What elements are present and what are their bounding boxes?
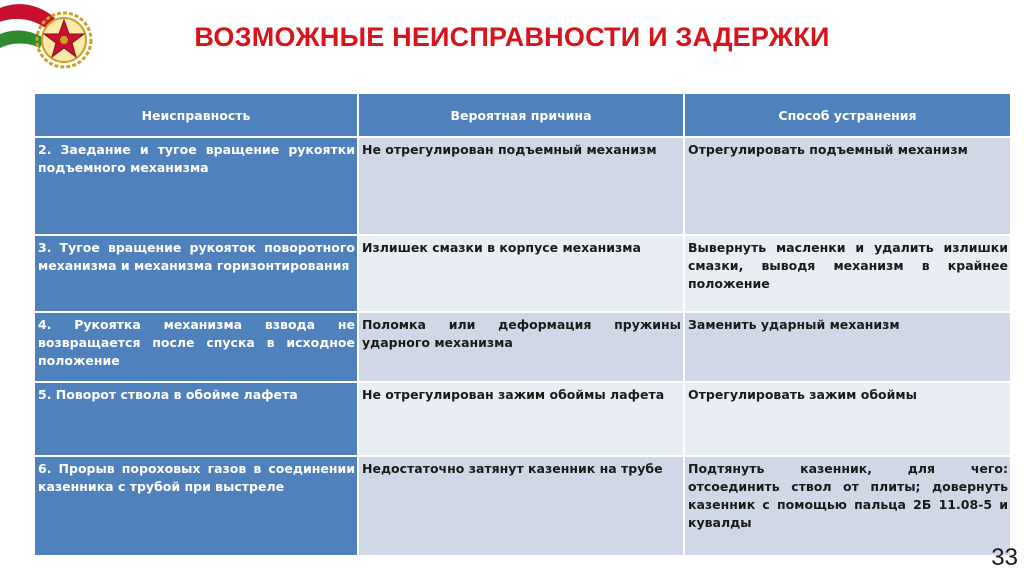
remedy-cell: Заменить ударный механизм xyxy=(684,312,1011,382)
header-fault: Неисправность xyxy=(34,93,358,137)
remedy-cell: Отрегулировать подъемный механизм xyxy=(684,137,1011,235)
page-number: 33 xyxy=(991,544,1018,571)
header-cause: Вероятная причина xyxy=(358,93,684,137)
table-header-row xyxy=(34,93,1011,137)
cause-cell: Поломка или деформация пружины ударного механизма xyxy=(358,312,684,382)
table-row xyxy=(34,312,1011,382)
table-row xyxy=(34,235,1011,312)
cause-cell: Не отрегулирован зажим обоймы лафета xyxy=(358,382,684,456)
table-row xyxy=(34,382,1011,456)
page-title: ВОЗМОЖНЫЕ НЕИСПРАВНОСТИ И ЗАДЕРЖКИ xyxy=(194,22,830,52)
cause-cell: Недостаточно затянут казенник на трубе xyxy=(358,456,684,556)
faults-table-container xyxy=(33,92,1010,557)
fault-cell: 2. Заедание и тугое вращение рукоятки подъемного механизма xyxy=(34,137,358,235)
fault-cell: 6. Прорыв пороховых газов в соединении казенника с трубой при выстреле xyxy=(34,456,358,556)
fault-cell: 5. Поворот ствола в обойме лафета xyxy=(34,382,358,456)
remedy-cell: Вывернуть масленки и удалить излишки смазки, выводя механизм в крайнее положение xyxy=(684,235,1011,312)
fault-cell: 4. Рукоятка механизма взвода не возвращается после спуска в исходное положение xyxy=(34,312,358,382)
faults-table xyxy=(33,92,1012,557)
cause-cell: Излишек смазки в корпусе механизма xyxy=(358,235,684,312)
header-remedy: Способ устранения xyxy=(684,93,1011,137)
table-row xyxy=(34,456,1011,556)
cause-cell: Не отрегулирован подъемный механизм xyxy=(358,137,684,235)
remedy-cell: Подтянуть казенник, для чего: отсоединить ствол от плиты; довернуть казенник с помощью пальца 2Б 11.08-5 и кувалды xyxy=(684,456,1011,556)
table-row xyxy=(34,137,1011,235)
remedy-cell: Отрегулировать зажим обоймы xyxy=(684,382,1011,456)
fault-cell: 3. Тугое вращение рукояток поворотного механизма и механизма горизонтирования xyxy=(34,235,358,312)
